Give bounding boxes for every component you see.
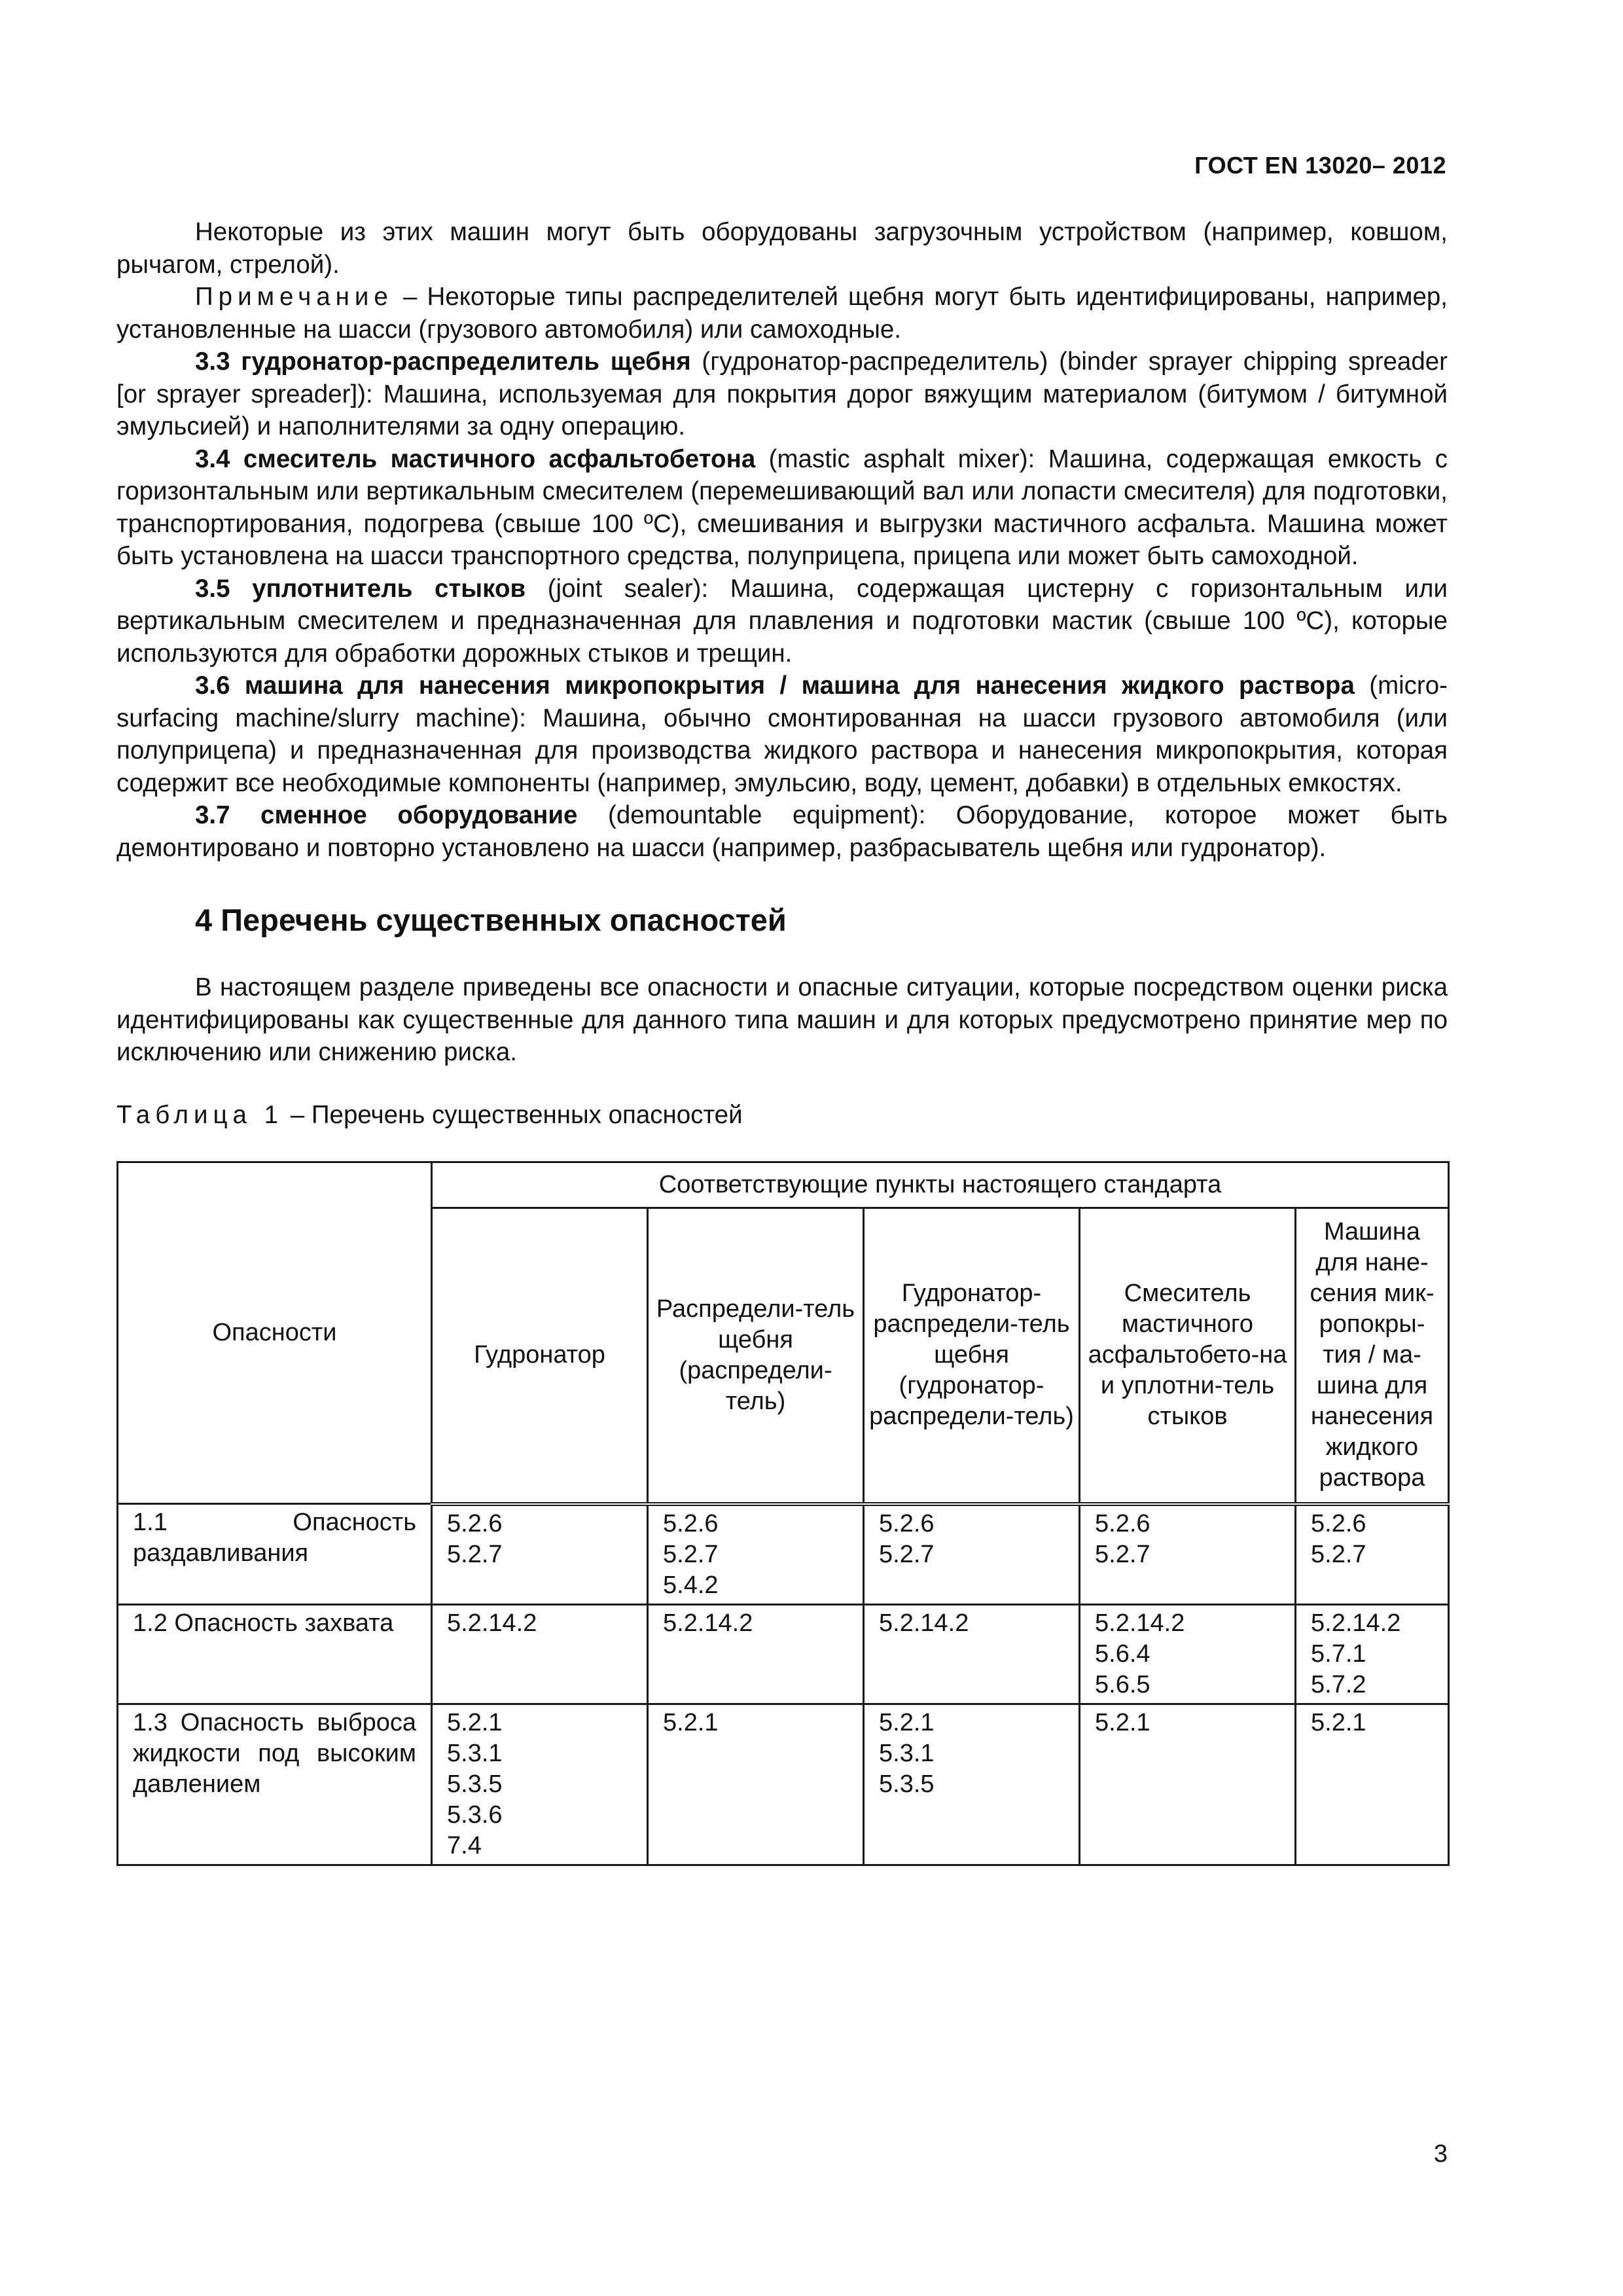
clause-ref: 5.2.1 xyxy=(879,1708,935,1736)
clause-ref: 5.3.5 xyxy=(879,1770,935,1798)
definition-3-7 xyxy=(116,799,1448,864)
clause-ref: 5.2.14.2 xyxy=(879,1609,969,1637)
definition-3-5 xyxy=(116,573,1448,670)
table-row xyxy=(118,1704,1449,1865)
clause-ref: 5.7.2 xyxy=(1311,1670,1366,1698)
table-caption-label: Таблица 1 xyxy=(116,1100,284,1129)
clauses-cell xyxy=(432,1604,648,1704)
clauses-cell xyxy=(1080,1504,1296,1605)
clauses-cell xyxy=(864,1504,1080,1605)
table-row xyxy=(118,1504,1449,1605)
definition-3-7-text: (demountable equipment): Оборудование, которое может быть демонтировано и повторно установлено на шасси (например, разбрасыватель щебня или гудронатор). xyxy=(116,801,1448,862)
section-4-title: 4 Перечень существенных опасностей xyxy=(195,903,787,937)
clause-ref: 5.2.14.2 xyxy=(1311,1609,1401,1637)
clause-ref: 5.2.14.2 xyxy=(447,1609,537,1637)
table-caption-text: – Перечень существенных опасностей xyxy=(283,1100,743,1129)
definition-3-6-term: 3.6 машина для нанесения микропокрытия / машина для нанесения жидкого раствора xyxy=(195,672,1355,700)
clauses-cell xyxy=(1080,1604,1296,1704)
clause-ref: 5.2.7 xyxy=(1095,1540,1150,1568)
definition-3-4-term: 3.4 смеситель мастичного асфальтобетона xyxy=(195,444,756,473)
clauses-cell xyxy=(432,1504,648,1605)
header-hazards: Опасности xyxy=(118,1162,432,1504)
table-caption xyxy=(116,1099,1448,1132)
clause-ref: 5.3.1 xyxy=(879,1739,935,1767)
clauses-cell xyxy=(432,1704,648,1865)
definition-3-3-text: (гудронатор-распределитель) (binder sprayer chipping spreader [or sprayer spreader]): Машина, используемая для покрытия дорог вяжущим материалом (битумом / битумной эмульсией) и наполнителями за одну операцию. xyxy=(116,348,1448,440)
clause-ref: 5.2.7 xyxy=(879,1540,935,1568)
definition-3-7-term: 3.7 сменное оборудование xyxy=(195,801,578,829)
standard-header: ГОСТ EN 13020– 2012 xyxy=(1194,152,1446,179)
clauses-cell xyxy=(648,1704,864,1865)
paragraph-loading-devices: Некоторые из этих машин могут быть оборудованы загрузочным устройством (например, ковшом, рычагом, стрелой). xyxy=(116,218,1448,279)
clauses-cell xyxy=(1296,1604,1449,1704)
page-content xyxy=(116,216,1448,1866)
page-number: 3 xyxy=(1433,2140,1448,2168)
clause-ref: 5.2.6 xyxy=(663,1509,719,1537)
hazard-cell: 1.2 Опасность захвата xyxy=(118,1604,432,1704)
clauses-cell xyxy=(1296,1504,1449,1605)
clause-ref: 5.2.14.2 xyxy=(663,1609,753,1637)
clause-ref: 5.2.1 xyxy=(1311,1708,1366,1736)
hazard-cell: 1.1 Опасность раздавливания xyxy=(118,1504,432,1605)
note-label: Примечание xyxy=(195,283,393,311)
header-mastic-mixer: Смеситель мастичного асфальтобето-на и уплотни-тель стыков xyxy=(1080,1208,1296,1504)
header-relevant-clauses: Соответствующие пункты настоящего стандарта xyxy=(432,1162,1449,1208)
definition-3-3 xyxy=(116,346,1448,443)
clause-ref: 5.3.1 xyxy=(447,1739,503,1767)
note-text: – Некоторые типы распределителей щебня могут быть идентифицированы, например, установленные на шасси (грузового автомобиля) или самоходные. xyxy=(116,283,1448,344)
definition-3-3-term: 3.3 гудронатор-распределитель щебня xyxy=(195,348,691,376)
clause-ref: 5.2.1 xyxy=(663,1708,719,1736)
clauses-cell xyxy=(648,1604,864,1704)
table-row xyxy=(118,1604,1449,1704)
clauses-cell xyxy=(1080,1704,1296,1865)
clause-ref: 5.2.7 xyxy=(447,1540,503,1568)
clause-ref: 5.2.7 xyxy=(663,1540,719,1568)
hazard-cell: 1.3 Опасность выброса жидкости под высоким давлением xyxy=(118,1704,432,1865)
definition-3-5-text: (joint sealer): Машина, содержащая цистерну с горизонтальным или вертикальным смесителем и предназначенная для плавления и подготовки мастик (свыше 100 ºС), которые используются для обработки дорожных стыков и трещин. xyxy=(116,574,1448,668)
clauses-cell xyxy=(864,1604,1080,1704)
note-paragraph xyxy=(116,281,1448,346)
clause-ref: 5.7.1 xyxy=(1311,1640,1366,1668)
clauses-cell xyxy=(1296,1704,1449,1865)
clauses-cell xyxy=(864,1704,1080,1865)
clause-ref: 5.2.6 xyxy=(447,1509,503,1537)
header-chipping-spreader: Распредели-тель щебня (распредели-тель) xyxy=(648,1208,864,1504)
clause-ref: 5.6.5 xyxy=(1095,1670,1150,1698)
header-binder-sprayer: Гудронатор xyxy=(432,1208,648,1504)
clause-ref: 5.2.6 xyxy=(879,1509,935,1537)
clause-ref: 5.2.1 xyxy=(1095,1708,1150,1736)
clause-ref: 5.4.2 xyxy=(663,1571,719,1599)
clause-ref: 5.2.1 xyxy=(447,1708,503,1736)
clause-ref: 5.3.6 xyxy=(447,1801,503,1829)
hazards-table xyxy=(116,1161,1450,1866)
clause-ref: 5.2.6 xyxy=(1095,1509,1150,1537)
definition-3-6 xyxy=(116,670,1448,799)
clause-ref: 5.3.5 xyxy=(447,1770,503,1798)
clause-ref: 5.6.4 xyxy=(1095,1640,1150,1668)
definition-3-4 xyxy=(116,443,1448,573)
definition-3-5-term: 3.5 уплотнитель стыков xyxy=(195,574,526,603)
header-sprayer-spreader: Гудронатор-распредели-тель щебня (гудронатор-распредели-тель) xyxy=(864,1208,1080,1504)
section-4-intro: В настоящем разделе приведены все опасности и опасные ситуации, которые посредством оценки риска идентифицированы как существенные для данного типа машин и для которых предусмотрено принятие мер по исключению или снижению риска. xyxy=(116,973,1448,1066)
definition-3-4-text: (mastic asphalt mixer): Машина, содержащая емкость с горизонтальным или вертикальным смесителем (перемешивающий вал или лопасти смесителя) для подготовки, транспортирования, подогрева (свыше 100 ºС), смешивания и выгрузки мастичного асфальта. Машина может быть установлена на шасси транспортного средства, полуприцепа, прицепа или может быть самоходной. xyxy=(116,444,1448,570)
clause-ref: 5.2.14.2 xyxy=(1095,1609,1185,1637)
definition-3-6-text: (micro-surfacing machine/slurry machine): Машина, обычно смонтированная на шасси грузового автомобиля (или полуприцепа) и предназначенная для производства жидкого раствора и нанесения микропокрытия, которая содержит все необходимые компоненты (например, эмульсию, воду, цемент, добавки) в отдельных емкостях. xyxy=(116,672,1448,797)
clauses-cell xyxy=(648,1504,864,1605)
clause-ref: 7.4 xyxy=(447,1831,482,1859)
clause-ref: 5.2.7 xyxy=(1311,1540,1366,1568)
header-micro-surfacing: Машина для нане-сения мик-ропокры-тия / ма-шина для нанесения жидкого раствора xyxy=(1296,1208,1449,1504)
clause-ref: 5.2.6 xyxy=(1311,1509,1366,1537)
